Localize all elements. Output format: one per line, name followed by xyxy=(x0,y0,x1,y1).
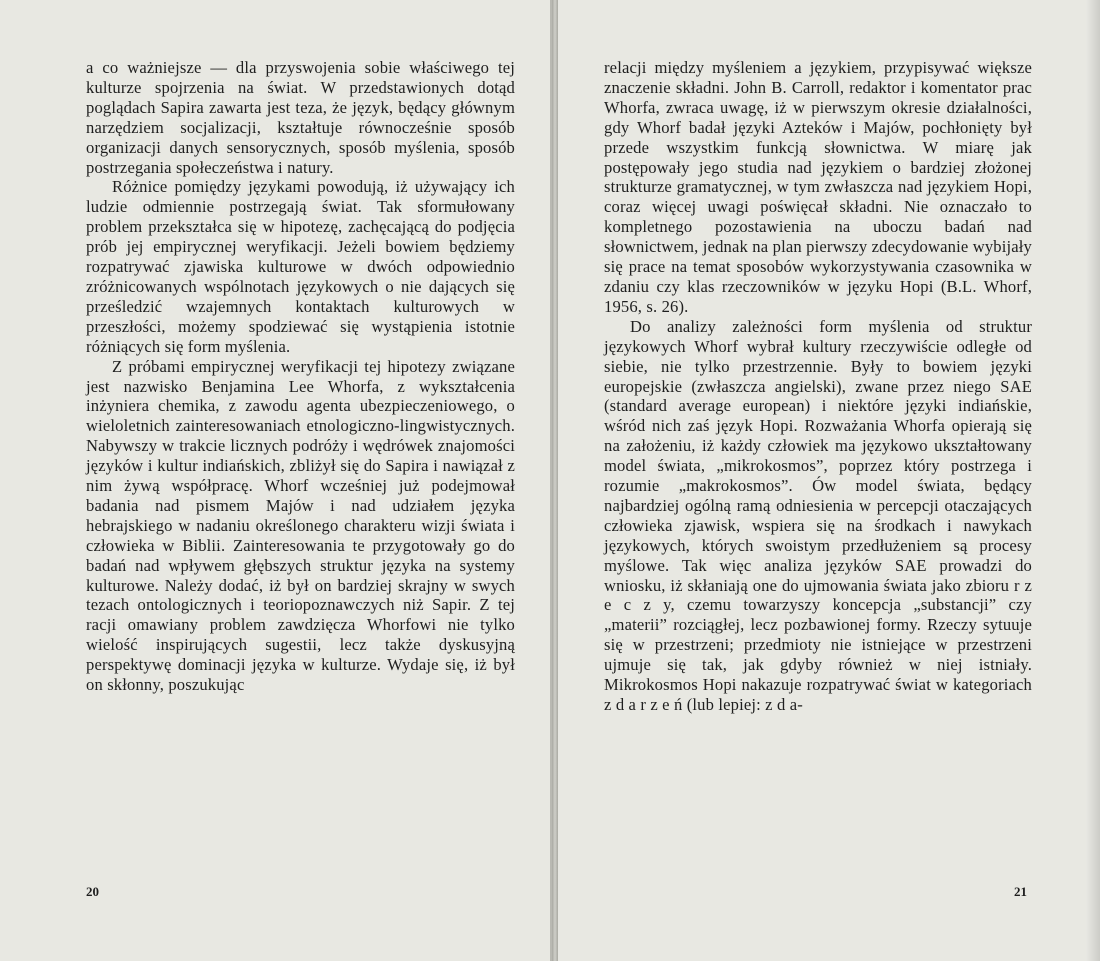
paragraph: Z próbami empirycznej weryfikacji tej hipotezy związane jest nazwisko Benjamina Lee Whorfa, z wykształcenia inżyniera chemika, z zawodu agenta ubezpieczeniowego, o wieloletnich zainteresowaniach etnologiczno-lingwistycznych. Nabywszy w trakcie licznych podróży i wędrówek znajomości języków i kultur indiańskich, zbliżył się do Sapira i nawiązał z nim żywą współpracę. Whorf wcześniej już podejmował badania nad pismem Majów i nad udziałem języka hebrajskiego w nadaniu określonego charakteru wizji świata i człowieka w Biblii. Zainteresowania te przygotowały go do badań nad wpływem głębszych struktur języka na systemy kulturowe. Należy dodać, iż był on bardziej skrajny w swych tezach ontologicznych i teoriopoznawczych niż Sapir. Z tej racji omawiany problem zawdzięcza Whorfowi nie tylko wielość inspirujących sugestii, lecz także dyskusyjną perspektywę dominacji języka w kulturze. Wydaje się, iż był on skłonny, poszukując xyxy=(86,356,515,695)
page-edge-shadow xyxy=(1086,0,1100,961)
right-page xyxy=(558,0,1100,961)
right-page-text xyxy=(604,58,1032,715)
paragraph: Do analizy zależności form myślenia od struktur językowych Whorf wybrał kultury rzeczywiście odległe od siebie, nie tylko przestrzennie. Były to bowiem języki europejskie (zwłaszcza angielski), zwane przez niego SAE (standard average european) i niektóre języki indiańskie, wśród nich zaś język Hopi. Rozważania Whorfa opierają się na założeniu, iż każdy człowiek ma językowo ukształtowany model świata, „mikrokosmos”, poprzez który postrzega i rozumie „makrokosmos”. Ów model świata, będący najbardziej ogólną ramą odniesienia w percepcji otaczających człowieka zjawisk, wspiera się na środkach i nawykach językowych, których swoistym przedłużeniem są procesy myślowe. Tak więc analiza języków SAE prowadzi do wniosku, iż skłaniają one do ujmowania świata jako zbioru r z e c z y, czemu towarzyszy koncepcja „substancji” czy „materii” rozciągłej, lecz pozbawionej formy. Rzeczy sytuuje się w przestrzeni; przedmioty nie istniejące w przestrzeni ujmuje się tak, jak gdyby również w niej istniały. Mikrokosmos Hopi nakazuje rozpatrywać świat w kategoriach z d a r z e ń (lub lepiej: z d a- xyxy=(604,316,1032,714)
paragraph: Różnice pomiędzy językami powodują, iż używający ich ludzie odmiennie postrzegają świat. Tak sformułowany problem przekształca się w hipotezę, zachęcającą do podjęcia prób jej empirycznej weryfikacji. Jeżeli bowiem będziemy rozpatrywać zjawiska kulturowe w dwóch odpowiednio zróżnicowanych wspólnotach językowych o nie dających się prześledzić wzajemnych kontaktach kulturowych w przeszłości, możemy spodziewać się wystąpienia istotnie różniących się form myślenia. xyxy=(86,177,515,356)
page-number: 20 xyxy=(86,884,99,899)
left-page-text xyxy=(86,58,515,695)
page-number: 21 xyxy=(1014,884,1027,899)
paragraph: a co ważniejsze — dla przyswojenia sobie właściwego tej kulturze spojrzenia na świat. W przedstawionych dotąd poglądach Sapira zawarta jest teza, że język, będący głównym narzędziem socjalizacji, kształtuje równocześnie sposób organizacji danych sensorycznych, sposób myślenia, sposób postrzegania społeczeństwa i natury. xyxy=(86,58,515,177)
paragraph: relacji między myśleniem a językiem, przypisywać większe znaczenie składni. John B. Carroll, redaktor i komentator prac Whorfa, zwraca uwagę, iż w pierwszym okresie działalności, gdy Whorf badał języki Azteków i Majów, pochłonięty był przede wszystkim funkcją słownictwa. W miarę jak postępowały jego studia nad językiem o bardziej złożonej strukturze gramatycznej, w tym zwłaszcza nad językiem Hopi, coraz więcej uwagi poświęcał składni. Nie oznaczało to kompletnego pozostawienia na uboczu badań nad słownictwem, jednak na plan pierwszy zdecydowanie wybijały się prace na temat sposobów wykorzystywania czasownika w zdaniu czy klas rzeczowników w języku Hopi (B.L. Whorf, 1956, s. 26). xyxy=(604,58,1032,316)
